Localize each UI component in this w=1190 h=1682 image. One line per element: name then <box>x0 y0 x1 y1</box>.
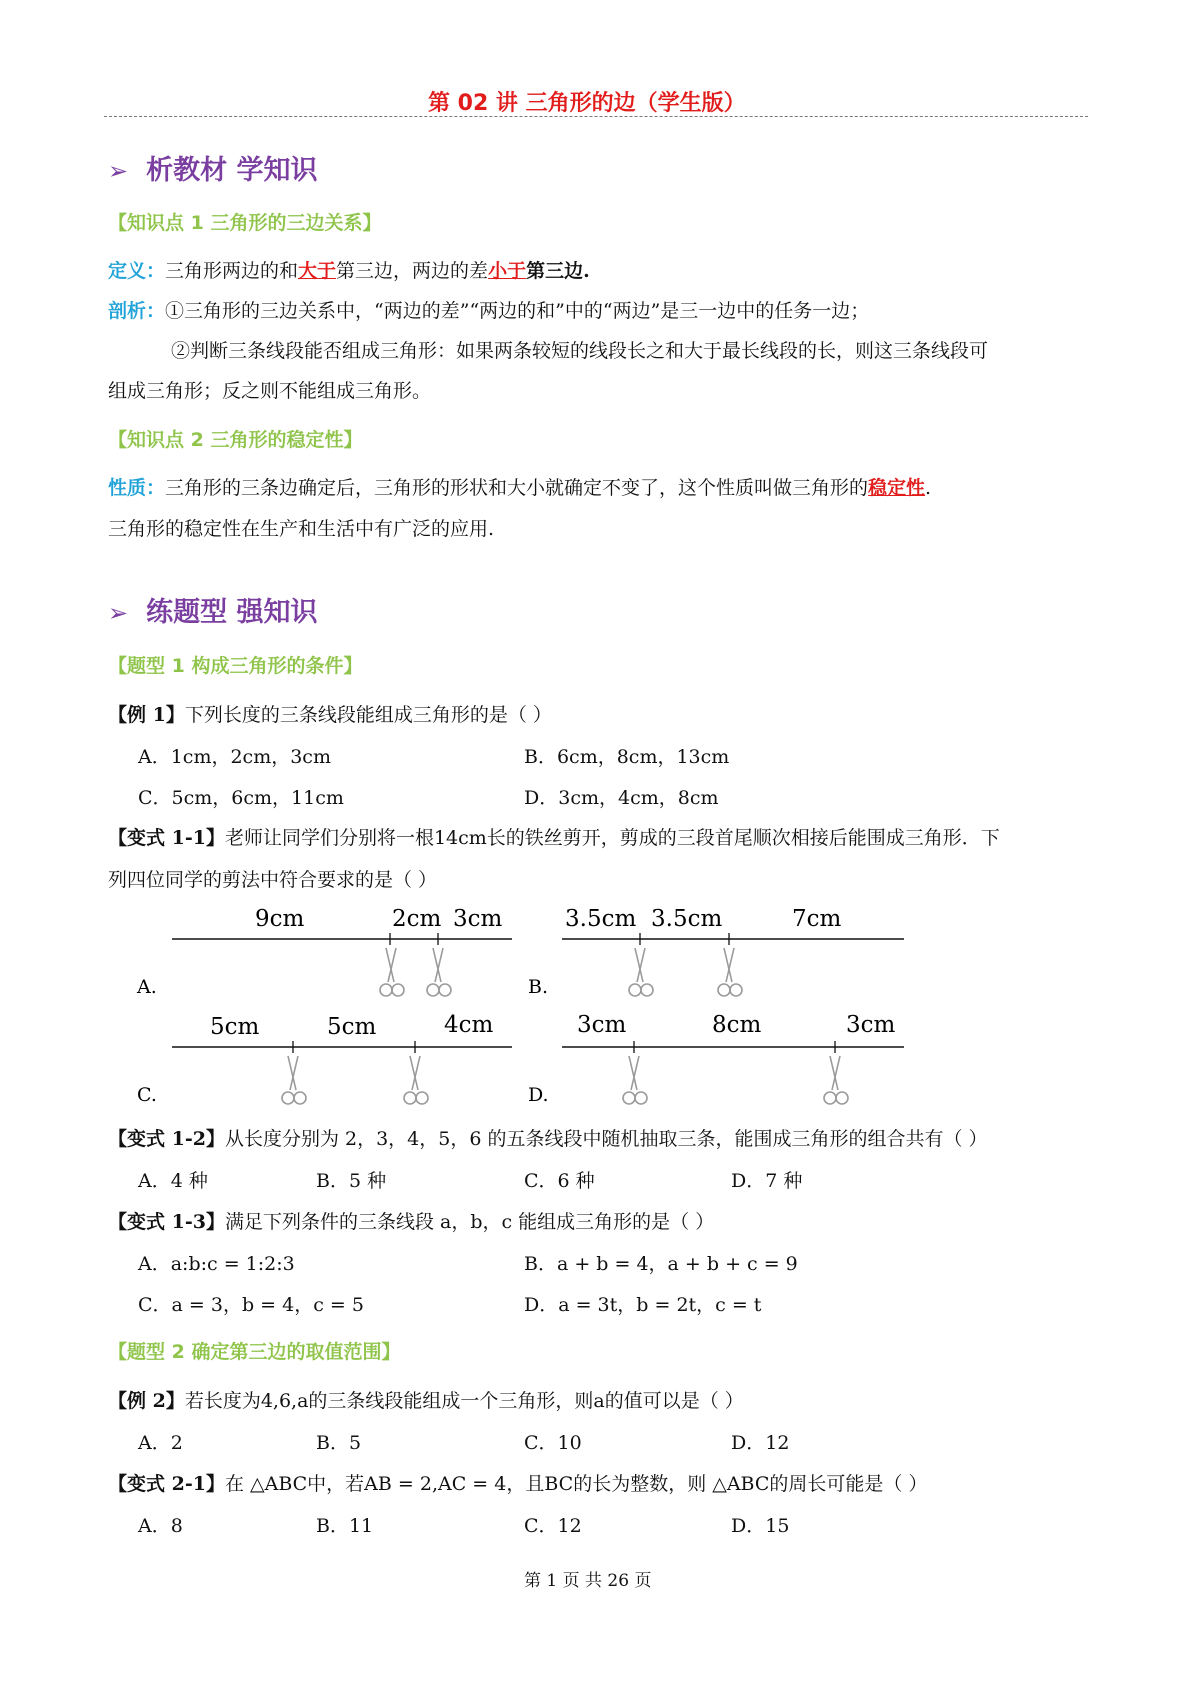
question-text: 若长度为4,6,a的三条线段能组成一个三角形，则a的值可以是（ ） <box>184 1390 744 1412</box>
option-b: B．6cm，8cm，13cm <box>524 746 730 768</box>
question-type-1: 【题型 1 构成三角形的条件】 <box>108 655 363 677</box>
option-a: A．a:b:c = 1:2:3 <box>138 1253 295 1275</box>
def-emphasis-2: 小于 <box>488 260 527 282</box>
question-text: 老师让同学们分别将一根14cm长的铁丝剪开，剪成的三段首尾顺次相接后能围成三角形．下 <box>224 827 1000 849</box>
analysis-text-1: ①三角形的三边关系中，“两边的差”“两边的和”中的“两边”是三一边中的任务一边； <box>165 300 870 322</box>
scissors-icon <box>404 1056 428 1104</box>
option-a: A．4 种 <box>138 1170 208 1192</box>
figure-a <box>136 906 512 998</box>
question-text: 从长度分别为 2，3，4，5，6 的五条线段中随机抽取三条，能围成三角形的组合共有（ ） <box>224 1128 988 1150</box>
variant-1-1-stem-2: 列四位同学的剪法中符合要求的是（ ） <box>108 869 438 891</box>
scissors-icon <box>282 1056 306 1104</box>
option-c: C．5cm，6cm，11cm <box>138 787 344 809</box>
figure-d-label-2: 8cm <box>712 1012 762 1038</box>
variant-tag: 【变式 1-3】 <box>108 1211 225 1233</box>
option-d: D．a = 3t，b = 2t，c = t <box>524 1294 762 1316</box>
figure-c-label-1: 5cm <box>210 1014 260 1040</box>
def-emphasis-1: 大于 <box>298 260 337 282</box>
section-title: 析教材 学知识 <box>146 155 318 186</box>
option-b: B．5 <box>316 1432 362 1454</box>
example-tag: 【例 2】 <box>108 1390 185 1412</box>
question-text: 下列长度的三条线段能组成三角形的是（ ） <box>184 704 552 726</box>
property-label: 性质： <box>108 477 166 499</box>
page-title: 第 02 讲 三角形的边（学生版） <box>428 91 746 116</box>
figure-c-label-3: 4cm <box>444 1012 494 1038</box>
option-b: B．5 种 <box>316 1170 387 1192</box>
analysis-label: 剖析： <box>108 300 166 322</box>
figure-b-label-2: 3.5cm <box>651 906 723 932</box>
definition-label: 定义： <box>108 260 166 282</box>
figure-b-label-3: 7cm <box>792 906 842 932</box>
option-a: A．8 <box>138 1515 183 1537</box>
option-c: C．6 种 <box>524 1170 595 1192</box>
option-c: C．12 <box>524 1515 582 1537</box>
variant-tag: 【变式 1-1】 <box>108 827 225 849</box>
option-b: B．11 <box>316 1515 374 1537</box>
property-line-2: 三角形的稳定性在生产和生活中有广泛的应用. <box>108 518 495 540</box>
scissors-icon <box>427 948 451 996</box>
scissors-icon <box>380 948 404 996</box>
option-a: A．1cm，2cm，3cm <box>138 746 331 768</box>
variant-1-3-stem <box>108 1207 714 1234</box>
knowledge-point-2: 【知识点 2 三角形的稳定性】 <box>108 429 363 451</box>
option-d: D．12 <box>731 1432 790 1454</box>
variant-1-2-stem <box>108 1124 988 1151</box>
figure-d-label-3: 3cm <box>846 1012 896 1038</box>
figure-d-letter: D. <box>528 1084 549 1106</box>
figure-c-letter: C. <box>137 1084 157 1106</box>
figure-a-label-1: 9cm <box>255 906 305 932</box>
def-text-1: 三角形两边的和 <box>165 260 299 282</box>
option-c: C．a = 3，b = 4，c = 5 <box>138 1294 364 1316</box>
figure-b-letter: B. <box>528 976 549 998</box>
figure-c <box>137 1012 512 1106</box>
example-tag: 【例 1】 <box>108 704 185 726</box>
knowledge-point-1: 【知识点 1 三角形的三边关系】 <box>108 212 382 234</box>
option-a: A．2 <box>138 1432 183 1454</box>
variant-tag: 【变式 2-1】 <box>108 1473 225 1495</box>
option-b: B．a + b = 4，a + b + c = 9 <box>524 1253 798 1275</box>
figure-b-label-1: 3.5cm <box>565 906 637 932</box>
figure-a-label-2: 2cm <box>392 906 442 932</box>
scissors-icon <box>824 1056 848 1104</box>
figure-d <box>528 1012 904 1106</box>
question-text: 在 △ABC中，若AB = 2,AC = 4，且BC的长为整数，则 △ABC的周长可能是（ ） <box>224 1473 928 1495</box>
figure-c-label-2: 5cm <box>327 1014 377 1040</box>
variant-tag: 【变式 1-2】 <box>108 1128 225 1150</box>
option-d: D．7 种 <box>731 1170 803 1192</box>
variant-2-1-stem <box>108 1469 927 1496</box>
figure-a-letter: A. <box>137 976 157 998</box>
def-text-3: 第三边. <box>526 260 590 282</box>
example-2-stem <box>108 1386 744 1413</box>
option-d: D．15 <box>731 1515 790 1537</box>
analysis-line-3: 组成三角形；反之则不能组成三角形。 <box>108 380 432 402</box>
option-d: D．3cm，4cm，8cm <box>524 787 719 809</box>
analysis-line-2: ②判断三条线段能否组成三角形：如果两条较短的线段长之和大于最长线段的长，则这三条线段可 <box>171 340 989 362</box>
arrow-icon: ➢ <box>108 599 129 627</box>
property-text-2: . <box>925 477 932 499</box>
property-text-1: 三角形的三条边确定后，三角形的形状和大小就确定不变了，这个性质叫做三角形的 <box>165 477 869 499</box>
figure-a-label-3: 3cm <box>453 906 503 932</box>
scissors-icon <box>623 1056 647 1104</box>
scissors-icon <box>629 948 653 996</box>
figure-d-label-1: 3cm <box>577 1012 627 1038</box>
property-emphasis: 稳定性 <box>868 477 926 499</box>
question-text: 满足下列条件的三条线段 a，b，c 能组成三角形的是（ ） <box>224 1211 715 1233</box>
arrow-icon: ➢ <box>108 157 129 185</box>
question-type-2: 【题型 2 确定第三边的取值范围】 <box>108 1341 401 1363</box>
def-text-2: 第三边，两边的差 <box>336 260 489 282</box>
page-footer: 第 1 页 共 26 页 <box>524 1571 652 1591</box>
scissors-icon <box>718 948 742 996</box>
figure-b <box>528 906 904 998</box>
section-title: 练题型 强知识 <box>146 597 318 628</box>
option-c: C．10 <box>524 1432 582 1454</box>
